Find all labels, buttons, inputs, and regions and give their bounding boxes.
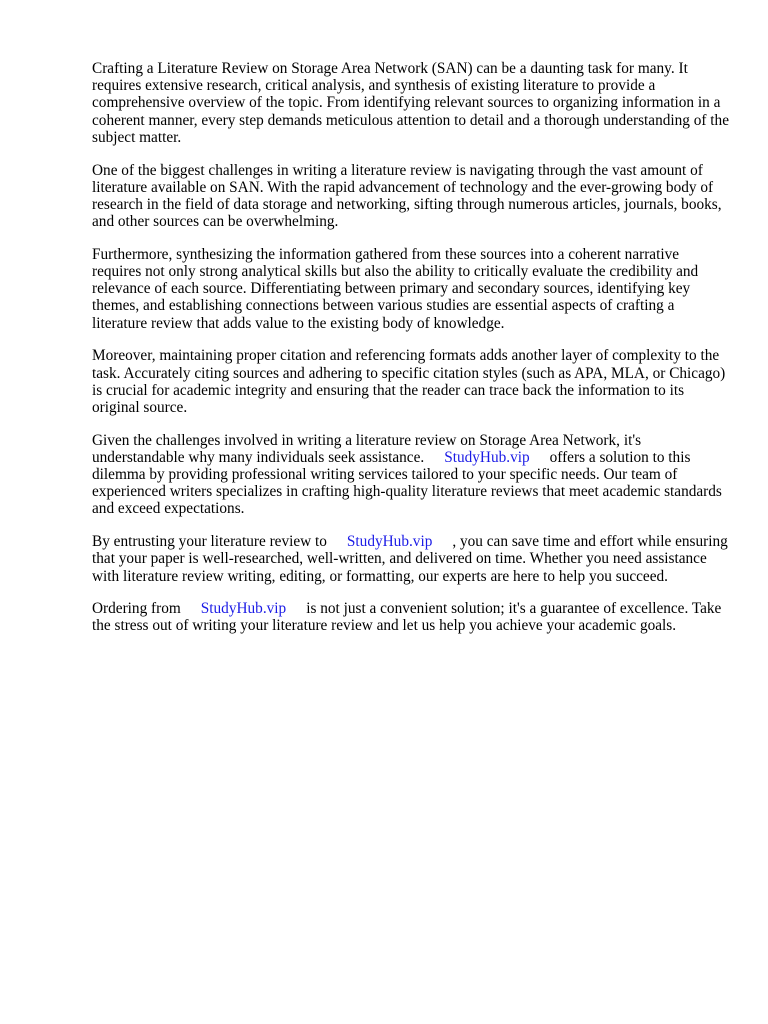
paragraph-intro: Crafting a Literature Review on Storage Area Network (SAN) can be a daunting task for many. It requires extensive research, critical analysis, and synthesis of existing literature to provide a comprehensive overview of the topic. From identifying relevant sources to organizing information in a coherent manner, every step demands meticulous attention to detail and a thorough understanding of the subject matter. [92,60,729,146]
paragraph-text: Ordering from [92,600,181,618]
document-page [92,60,732,650]
paragraph-ordering [92,600,732,634]
paragraph-text: By entrusting your literature review to [92,533,327,551]
paragraph-entrusting [92,533,732,585]
paragraph-text: , you can save time and effort while ensuring that your paper is well-researched, well-written, and delivered on time. Whether you need assistance with literature review writing, editing, or formatting, our experts are here to help you succeed. [92,533,728,585]
paragraph-text: is not just a convenient solution; it's a guarantee of excellence. Take the stress out of writing your literature review and let us help you achieve your academic goals. [92,600,722,635]
paragraph-synthesis: Furthermore, synthesizing the information gathered from these sources into a coherent narrative requires not only strong analytical skills but also the ability to critically evaluate the credibility and relevance of each source. Differentiating between primary and secondary sources, identifying key themes, and establishing connections between various studies are essential aspects of crafting a literature review that adds value to the existing body of knowledge. [92,245,699,332]
paragraph-assistance [92,432,732,518]
studyhub-link[interactable]: StudyHub.vip [346,533,433,551]
studyhub-link[interactable]: StudyHub.vip [200,600,287,618]
paragraph-challenges: One of the biggest challenges in writing a literature review is navigating through the vast amount of literature available on SAN. With the rapid advancement of technology and the ever-growing body of research in the field of data storage and networking, sifting through numerous articles, journals, books, and other sources can be overwhelming. [92,161,722,231]
studyhub-link[interactable]: StudyHub.vip [444,448,530,466]
paragraph-text: Given the challenges involved in writing a literature review on Storage Area Network, it's understandable why many individuals seek assistance. [92,431,642,466]
paragraph-citation: Moreover, maintaining proper citation and referencing formats adds another layer of complexity to the task. Accurately citing sources and adhering to specific citation styles (such as APA, MLA, or Chicago) is crucial for academic integrity and ensuring that the reader can trace back the information to its original source. [92,347,726,416]
paragraph-text: offers a solution to this dilemma by providing professional writing services tailored to your specific needs. Our team of experienced writers specializes in crafting high-quality literature reviews that meet academic standards and exceed expectations. [92,448,722,518]
